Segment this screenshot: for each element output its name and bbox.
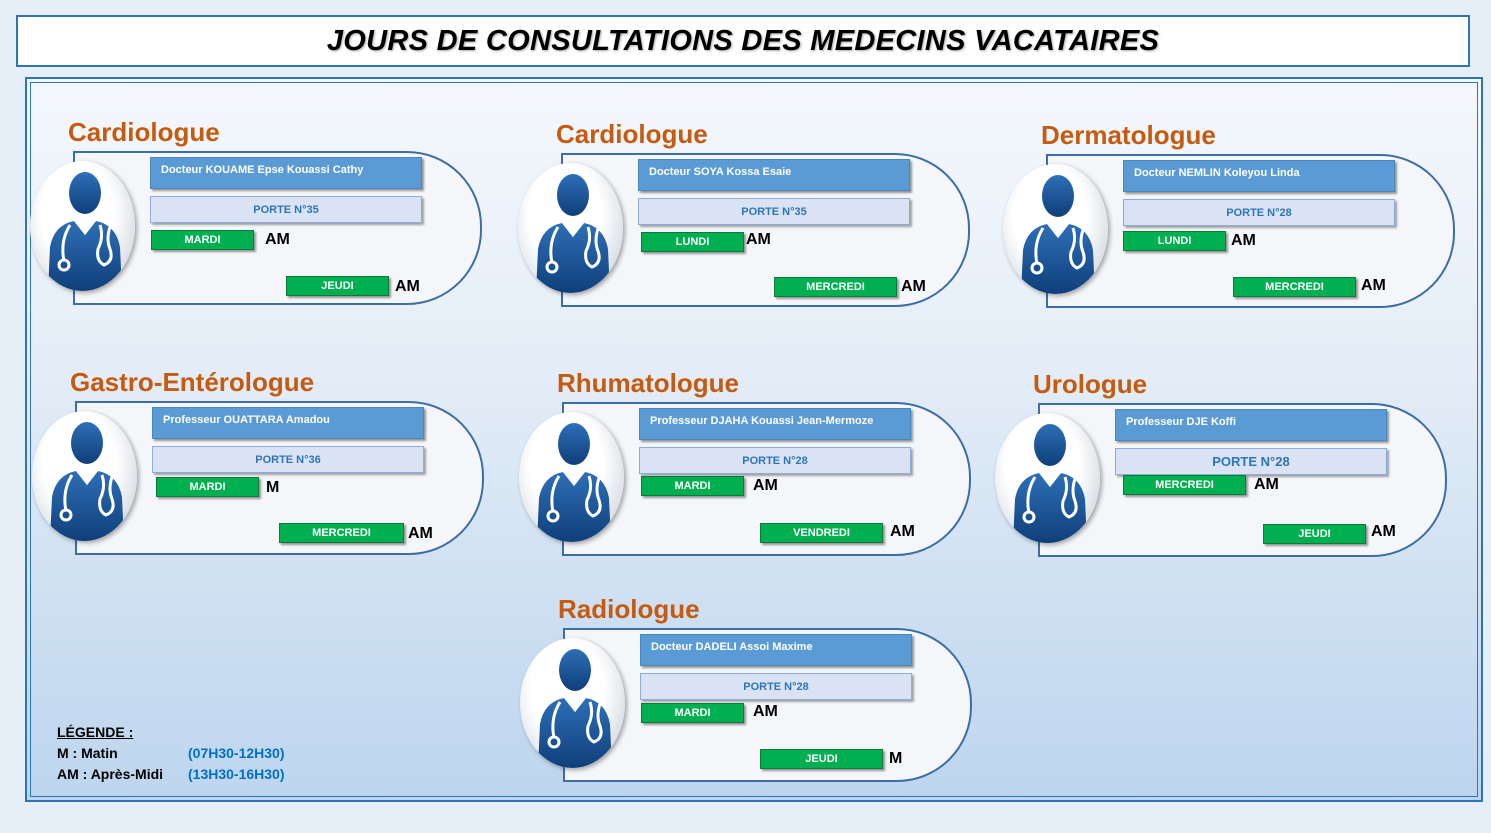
doctor-stethoscope-icon bbox=[518, 163, 623, 293]
time-slot-2: AM bbox=[408, 525, 433, 542]
legend-morning-hours: (07H30-12H30) bbox=[188, 745, 285, 761]
doctor-stethoscope-icon bbox=[1003, 164, 1108, 294]
day-badge-1: MARDI bbox=[641, 476, 744, 496]
time-slot-2: AM bbox=[395, 278, 420, 295]
doctor-card bbox=[70, 367, 530, 567]
time-slot-2: M bbox=[889, 750, 903, 767]
doctor-stethoscope-icon bbox=[995, 413, 1100, 543]
doctor-name: Professeur OUATTARA Amadou bbox=[152, 407, 424, 439]
time-slot-1: AM bbox=[1254, 476, 1279, 493]
legend-afternoon-hours: (13H30-16H30) bbox=[188, 766, 285, 782]
day-badge-2: JEUDI bbox=[1263, 524, 1366, 544]
legend-afternoon-label: AM : Après-Midi bbox=[57, 766, 164, 782]
specialty-title: Radiologue bbox=[558, 594, 700, 624]
day-badge-1: MARDI bbox=[641, 703, 744, 723]
day-badge-1: MARDI bbox=[151, 230, 254, 250]
doctor-name: Docteur DADELI Assoi Maxime bbox=[640, 634, 912, 666]
day-badge-2: JEUDI bbox=[760, 749, 883, 769]
door-number: PORTE N°28 bbox=[639, 447, 911, 474]
time-slot-1: AM bbox=[265, 231, 290, 248]
doctor-name: Docteur NEMLIN Koleyou Linda bbox=[1123, 160, 1395, 192]
time-slot-2: AM bbox=[1371, 523, 1396, 540]
doctor-stethoscope-icon bbox=[32, 411, 137, 541]
door-number: PORTE N°35 bbox=[638, 198, 910, 225]
time-slot-1: AM bbox=[753, 703, 778, 720]
time-slot-2: AM bbox=[1361, 277, 1386, 294]
time-slot-2: AM bbox=[890, 523, 915, 540]
doctor-card bbox=[1041, 120, 1491, 320]
specialty-title: Urologue bbox=[1033, 369, 1148, 399]
doctor-name: Docteur SOYA Kossa Esaie bbox=[638, 159, 910, 191]
doctor-stethoscope-icon bbox=[30, 161, 135, 291]
doctor-stethoscope-icon bbox=[520, 638, 625, 768]
specialty-title: Dermatologue bbox=[1041, 120, 1216, 150]
day-badge-1: MERCREDI bbox=[1123, 475, 1246, 495]
time-slot-1: M bbox=[266, 479, 280, 496]
day-badge-1: LUNDI bbox=[1123, 231, 1226, 251]
legend-morning-label: M : Matin bbox=[57, 745, 118, 761]
doctor-card bbox=[558, 594, 1018, 794]
specialty-title: Cardiologue bbox=[68, 117, 220, 147]
door-number: PORTE N°36 bbox=[152, 446, 424, 473]
doctor-stethoscope-icon bbox=[519, 412, 624, 542]
time-slot-1: AM bbox=[753, 477, 778, 494]
legend-title: LÉGENDE : bbox=[57, 724, 134, 740]
door-number: PORTE N°28 bbox=[1115, 448, 1387, 475]
title-banner bbox=[16, 15, 1470, 67]
door-number: PORTE N°28 bbox=[1123, 199, 1395, 226]
door-number: PORTE N°28 bbox=[640, 673, 912, 700]
day-badge-1: MARDI bbox=[156, 477, 259, 497]
specialty-title: Gastro-Entérologue bbox=[70, 367, 315, 397]
specialty-title: Rhumatologue bbox=[557, 368, 739, 398]
doctor-card bbox=[557, 368, 1017, 568]
day-badge-2: JEUDI bbox=[286, 276, 389, 296]
door-number: PORTE N°35 bbox=[150, 196, 422, 223]
day-badge-2: MERCREDI bbox=[1233, 277, 1356, 297]
doctor-card bbox=[68, 117, 528, 317]
day-badge-2: VENDREDI bbox=[760, 523, 883, 543]
doctor-name: Docteur KOUAME Epse Kouassi Cathy bbox=[150, 157, 422, 189]
specialty-title: Cardiologue bbox=[556, 119, 708, 149]
page-title: JOURS DE CONSULTATIONS DES MEDECINS VACATAIRES bbox=[326, 24, 1160, 57]
doctor-card bbox=[556, 119, 1016, 319]
time-slot-1: AM bbox=[1231, 232, 1256, 249]
doctor-name: Professeur DJE Koffi bbox=[1115, 409, 1387, 441]
legend bbox=[57, 722, 285, 785]
doctor-name: Professeur DJAHA Kouassi Jean-Mermoze bbox=[639, 408, 911, 440]
day-badge-2: MERCREDI bbox=[279, 523, 404, 543]
time-slot-1: AM bbox=[746, 231, 771, 248]
doctor-card bbox=[1033, 369, 1491, 569]
day-badge-1: LUNDI bbox=[641, 232, 744, 252]
time-slot-2: AM bbox=[901, 278, 926, 295]
day-badge-2: MERCREDI bbox=[774, 277, 897, 297]
